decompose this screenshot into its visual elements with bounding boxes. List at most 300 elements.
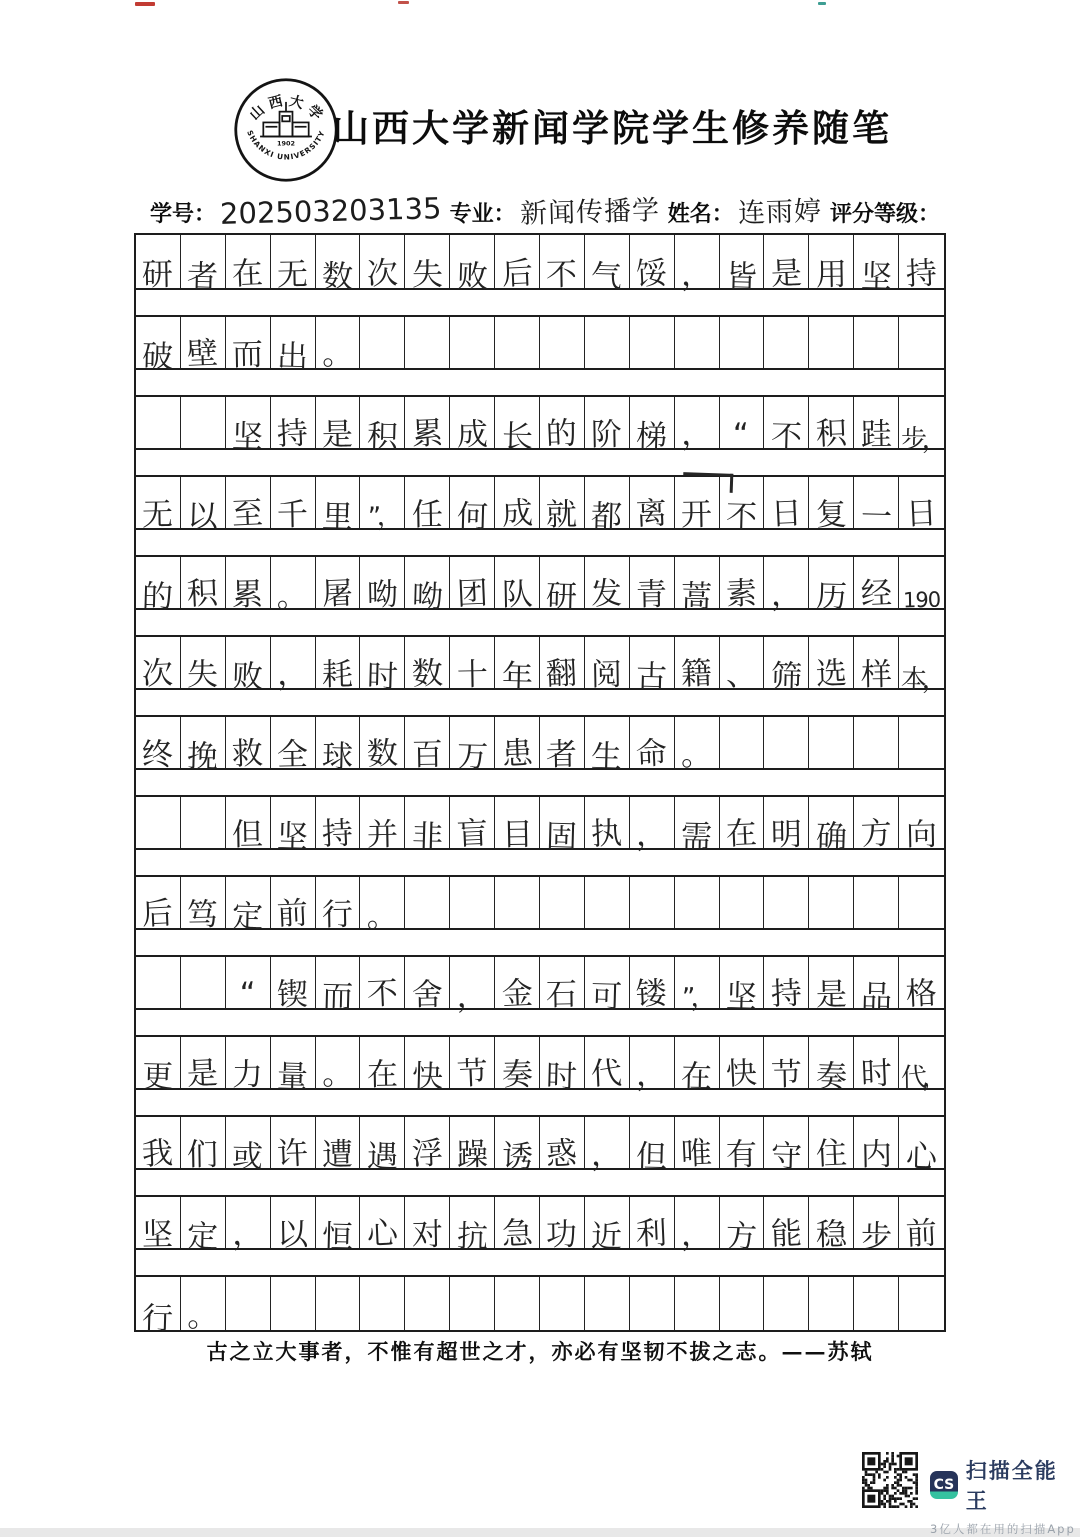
handwritten-char: 方	[725, 1218, 758, 1256]
grid-cell	[495, 797, 540, 854]
grid-cell	[764, 957, 809, 1013]
grid-cell	[630, 1277, 675, 1330]
handwritten-char: 更	[141, 1058, 174, 1096]
seal-bottom-text: SHANXI UNIVERSITY	[245, 128, 327, 162]
handwritten-char: 190	[902, 587, 941, 613]
handwritten-char: 后	[500, 255, 534, 293]
handwritten-char: 内	[860, 1136, 892, 1174]
grid-cell	[630, 557, 675, 614]
grid-cell	[181, 877, 226, 934]
handwritten-char: 无	[276, 256, 309, 294]
grid-cell	[809, 1277, 854, 1330]
handwritten-char: 无	[142, 496, 174, 534]
grid-cell	[764, 397, 809, 456]
grid-cell	[675, 717, 720, 774]
handwritten-char: 用	[815, 256, 848, 294]
grid-cell	[809, 717, 854, 768]
handwritten-char: 籍	[680, 655, 713, 693]
handwritten-char: 何	[456, 498, 489, 536]
grid-cell	[630, 637, 675, 696]
grid-cell	[360, 317, 405, 368]
grid-cell	[720, 317, 765, 368]
handwritten-char: 屠	[321, 575, 354, 613]
grid-cell	[495, 1117, 540, 1176]
handwritten-char: 唯	[680, 1135, 713, 1173]
grid-cell	[585, 477, 630, 536]
handwritten-char: 一	[860, 498, 893, 536]
handwritten-char: ，	[770, 576, 803, 614]
grid-cell	[630, 477, 675, 533]
handwritten-char: 十	[456, 656, 488, 694]
handwritten-char: “	[238, 975, 257, 1013]
handwritten-char: 以	[276, 1216, 309, 1254]
handwritten-char: 馁	[635, 255, 668, 293]
handwritten-char: 筛	[770, 658, 803, 696]
handwritten-char: 心	[905, 1138, 938, 1176]
grid-cell	[495, 235, 540, 293]
grid-cell	[226, 235, 271, 293]
handwritten-char: 数	[410, 655, 444, 693]
grid-cell	[585, 957, 630, 1016]
grid-cell	[630, 797, 675, 854]
grid-cell	[854, 797, 899, 853]
handwritten-char: 复	[815, 496, 848, 534]
handwritten-char: 挽	[186, 738, 219, 776]
grid-cell	[450, 797, 495, 853]
handwritten-char: 守	[770, 1138, 803, 1176]
handwritten-char: 品	[860, 978, 893, 1016]
handwritten-char: 气	[590, 258, 623, 296]
grid-cell	[136, 1117, 181, 1173]
grid-cell	[720, 235, 765, 296]
seal-year: 1902	[276, 139, 296, 148]
handwritten-char: 。	[321, 1055, 354, 1093]
handwritten-char: 遭	[321, 1136, 354, 1174]
handwritten-char: 千	[276, 496, 309, 534]
grid-cell	[899, 477, 944, 533]
grid-cell	[181, 797, 226, 848]
grid-cell	[181, 235, 226, 296]
handwritten-char: 能	[770, 1215, 803, 1253]
handwritten-char: 跬	[860, 416, 892, 454]
grid-cell	[181, 1197, 226, 1256]
grade-label: 评分等级：	[829, 201, 940, 227]
handwritten-char: 固	[545, 818, 578, 856]
grid-cell	[271, 797, 316, 856]
handwritten-char: 在	[366, 1056, 399, 1094]
grid-cell	[899, 235, 944, 293]
grid-cell	[675, 1117, 720, 1173]
grid-cell	[181, 317, 226, 373]
grid-cell	[540, 1197, 585, 1254]
handwritten-char: 近	[590, 1218, 623, 1256]
grid-cell	[450, 477, 495, 536]
grid-row	[136, 875, 944, 936]
handwritten-char: 许	[276, 1135, 309, 1173]
handwritten-char: 皆	[725, 258, 758, 296]
grid-cell	[854, 397, 899, 454]
handwritten-char: 离	[635, 495, 668, 533]
handwritten-char: 经	[859, 575, 893, 613]
grid-cell	[495, 957, 540, 1013]
grid-cell	[540, 397, 585, 453]
handwritten-char: 历	[815, 578, 848, 616]
grid-cell	[136, 877, 181, 933]
grid-cell	[675, 317, 720, 368]
watermark-subtitle: 3亿人都在用的扫描App	[930, 1522, 1076, 1536]
handwritten-char: ，	[635, 1056, 668, 1094]
handwritten-char: 万	[456, 738, 489, 776]
handwritten-char: 遇	[366, 1138, 399, 1176]
grid-cell	[181, 957, 226, 1008]
grid-cell	[316, 1197, 361, 1256]
handwritten-char: 者	[186, 258, 219, 296]
handwritten-char: ，	[680, 1216, 713, 1254]
grid-cell	[181, 1277, 226, 1335]
handwritten-char: 败	[456, 258, 489, 296]
grid-cell	[405, 477, 450, 534]
grid-cell	[585, 1117, 630, 1174]
handwritten-char: 代	[590, 1055, 624, 1093]
handwritten-char: 任	[411, 496, 444, 534]
grid-cell	[495, 477, 540, 533]
grid-cell	[226, 1117, 271, 1176]
handwritten-char: 向	[905, 816, 938, 854]
grid-cell	[405, 397, 450, 453]
grid-cell	[360, 557, 405, 614]
handwritten-char: 持	[770, 975, 803, 1013]
grid-cell	[181, 637, 226, 694]
grid-cell	[226, 797, 271, 854]
scan-artifact	[818, 2, 826, 5]
grid-cell	[540, 477, 585, 534]
grid-cell	[495, 1277, 540, 1330]
grid-cell	[899, 1037, 944, 1094]
grid-cell	[226, 1037, 271, 1094]
handwritten-char: 研	[142, 256, 174, 294]
handwritten-char: 、	[725, 656, 758, 694]
grid-cell	[450, 1277, 495, 1330]
grid-cell	[271, 637, 316, 693]
handwritten-char: 格	[905, 975, 938, 1013]
grid-cell	[316, 797, 361, 853]
handwritten-char: 破	[141, 338, 174, 376]
grid-cell	[585, 877, 630, 928]
grid-cell	[854, 1037, 899, 1093]
grid-cell	[809, 957, 854, 1014]
handwritten-char: 失	[186, 656, 219, 694]
grid-cell	[809, 797, 854, 856]
grid-cell	[360, 637, 405, 696]
handwritten-char: 住	[814, 1135, 848, 1173]
major-value: 新闻传播学	[519, 195, 661, 230]
grid-cell	[809, 557, 854, 616]
handwritten-char: 耗	[321, 656, 354, 694]
grid-row	[136, 635, 944, 696]
grid-cell	[360, 877, 405, 936]
grid-cell	[720, 1117, 765, 1174]
handwritten-char: 对	[411, 1216, 444, 1254]
grid-cell	[360, 477, 405, 533]
handwritten-char: 数	[321, 258, 354, 296]
handwritten-char: 需	[680, 818, 713, 856]
major-label: 专业：	[449, 201, 516, 227]
handwritten-char: 阶	[590, 416, 623, 454]
handwritten-char: 代，	[900, 1062, 943, 1094]
grid-cell	[675, 637, 720, 693]
handwritten-char: 坚	[276, 818, 309, 856]
grid-cell	[271, 235, 316, 294]
grid-cell	[720, 957, 765, 1016]
grid-cell	[899, 1277, 944, 1330]
grid-cell	[136, 637, 181, 693]
grid-cell	[316, 1037, 361, 1093]
grid-cell	[720, 797, 765, 853]
grid-gap-row	[136, 370, 944, 395]
grid-cell	[495, 717, 540, 773]
grid-cell	[585, 717, 630, 776]
grid-cell	[360, 1117, 405, 1176]
grid-cell	[181, 717, 226, 776]
handwritten-char: 前	[276, 895, 309, 933]
handwritten-char: 古	[635, 658, 668, 696]
name-label: 姓名：	[667, 201, 734, 227]
handwritten-char: 持	[321, 815, 354, 853]
grid-cell	[630, 317, 675, 368]
grid-gap-row	[136, 770, 944, 795]
handwritten-char: 奏	[501, 1056, 533, 1094]
grid-cell	[405, 877, 450, 928]
handwritten-char: 生	[590, 738, 623, 776]
handwritten-char: 定	[186, 1218, 219, 1256]
grid-cell	[136, 317, 181, 376]
grid-cell	[405, 1037, 450, 1096]
grid-cell	[764, 1037, 809, 1094]
grid-cell	[809, 235, 854, 294]
handwritten-char: 全	[276, 736, 309, 774]
grid-cell	[405, 797, 450, 856]
grid-cell	[360, 717, 405, 773]
grid-cell	[764, 477, 809, 533]
handwritten-char: 至	[231, 495, 264, 533]
grid-cell	[899, 397, 944, 456]
handwritten-char: 目	[501, 816, 533, 854]
handwritten-char: ，	[456, 978, 489, 1016]
scan-artifact	[398, 1, 409, 4]
grid-cell	[495, 1197, 540, 1253]
student-id-value: 202503203135	[219, 191, 442, 231]
grid-cell	[854, 637, 899, 694]
grid-cell	[181, 397, 226, 448]
grid-cell	[809, 397, 854, 453]
grid-cell	[809, 317, 854, 368]
grid-cell	[764, 1117, 809, 1176]
grid-cell	[764, 1197, 809, 1253]
grid-cell	[540, 557, 585, 616]
grid-cell	[764, 317, 809, 368]
grid-cell	[181, 477, 226, 536]
grid-row	[136, 715, 944, 776]
grid-cell	[720, 1277, 765, 1330]
grid-cell	[809, 1037, 854, 1096]
grid-cell	[136, 235, 181, 294]
handwritten-char: “	[733, 416, 750, 454]
handwritten-char: 发	[590, 575, 624, 613]
grid-cell	[675, 397, 720, 453]
handwritten-char: 失	[411, 256, 444, 294]
handwritten-char: 本，	[900, 664, 943, 696]
handwritten-char: 研	[545, 578, 578, 616]
grid-cell	[899, 877, 944, 928]
handwritten-char: 坚	[725, 978, 758, 1016]
grid-gap-row	[136, 1010, 944, 1035]
grid-cell	[764, 557, 809, 614]
handwritten-char: 前	[905, 1215, 938, 1253]
grid-row	[136, 1275, 944, 1338]
grid-cell	[720, 397, 765, 454]
grid-cell	[585, 557, 630, 613]
handwritten-char: 非	[411, 818, 444, 856]
grid-cell	[405, 235, 450, 294]
handwritten-char: 奏	[815, 1058, 848, 1096]
footer-quote: 古之立大事者，不惟有超世之才，亦必有坚韧不拔之志。——苏轼	[206, 1339, 874, 1364]
handwritten-char: 时	[545, 1058, 578, 1096]
handwritten-char: 持	[905, 255, 938, 293]
grid-cell	[630, 877, 675, 928]
handwritten-char: 但	[231, 816, 264, 854]
grid-cell	[585, 235, 630, 296]
handwritten-char: 里	[321, 498, 354, 536]
grid-cell	[360, 1197, 405, 1253]
handwritten-char: 在	[680, 1058, 713, 1096]
scanner-watermark	[862, 1452, 1080, 1537]
handwritten-char: 蒿	[680, 578, 713, 616]
grid-cell	[809, 637, 854, 693]
grid-row	[136, 1195, 944, 1256]
grid-cell	[764, 1277, 809, 1330]
handwritten-char: 积	[366, 418, 399, 456]
handwritten-char: 而	[321, 978, 354, 1016]
grid-cell	[450, 717, 495, 776]
grid-cell	[136, 1277, 181, 1338]
grid-cell	[585, 1197, 630, 1256]
grid-cell	[495, 877, 540, 928]
grid-cell	[854, 1277, 899, 1330]
grid-cell	[405, 1117, 450, 1173]
handwritten-char: 力	[231, 1056, 264, 1094]
handwritten-char: 年	[501, 658, 534, 696]
handwritten-char: 快	[725, 1055, 758, 1093]
handwritten-char: 而	[231, 336, 264, 374]
handwritten-char: 节	[770, 1056, 803, 1094]
handwritten-char: 青	[635, 576, 668, 614]
grid-cell	[226, 397, 271, 456]
handwritten-char: 坚	[860, 258, 893, 296]
university-seal-logo	[232, 76, 340, 184]
grid-cell	[495, 317, 540, 368]
grid-cell	[675, 235, 720, 294]
handwritten-char: 。	[186, 1297, 220, 1335]
grid-cell	[226, 317, 271, 374]
grid-cell	[226, 1277, 271, 1330]
grid-cell	[181, 557, 226, 613]
grid-cell	[675, 877, 720, 928]
grid-cell	[271, 477, 316, 534]
grid-cell	[899, 797, 944, 854]
handwritten-char: 急	[500, 1215, 534, 1253]
scan-artifact	[135, 2, 155, 6]
grid-cell	[360, 957, 405, 1013]
grid-cell	[226, 717, 271, 773]
grid-cell	[540, 637, 585, 693]
grid-cell	[495, 637, 540, 696]
handwritten-char: 镂	[635, 975, 668, 1013]
handwritten-char: ”，	[681, 982, 712, 1014]
handwritten-char: 百	[411, 736, 444, 774]
grid-row	[136, 1035, 944, 1096]
name-value: 连雨婷	[737, 195, 823, 230]
handwritten-char: 的	[545, 415, 579, 453]
handwritten-char: 持	[276, 415, 309, 453]
grid-cell	[360, 1277, 405, 1330]
handwritten-char: 定	[231, 898, 264, 936]
handwritten-char: 是	[815, 976, 848, 1014]
handwritten-char: 数	[366, 735, 399, 773]
handwritten-char: 患	[500, 735, 534, 773]
handwritten-char: 时	[859, 1055, 893, 1093]
grid-cell	[854, 317, 899, 368]
handwritten-char: 救	[231, 735, 264, 773]
grid-cell	[316, 1117, 361, 1174]
grid-gap-row	[136, 530, 944, 555]
handwritten-char: 在	[725, 815, 758, 853]
handwritten-char: 。	[276, 578, 309, 616]
handwritten-char: 笃	[186, 896, 219, 934]
grid-cell	[899, 717, 944, 768]
grid-cell	[360, 1037, 405, 1094]
handwritten-char: 累	[231, 576, 264, 614]
grid-cell	[405, 557, 450, 616]
grid-cell	[316, 717, 361, 776]
grid-cell	[405, 317, 450, 368]
grid-row	[136, 315, 944, 376]
handwritten-char: 样	[860, 656, 892, 694]
grid-cell	[450, 1197, 495, 1256]
grid-cell	[630, 1117, 675, 1176]
handwritten-char: 翻	[545, 655, 579, 693]
handwritten-char: 。	[321, 335, 354, 373]
handwritten-char: 确	[815, 818, 848, 856]
grid-cell	[136, 717, 181, 774]
grid-cell	[675, 1037, 720, 1096]
watermark-text-block	[930, 1452, 1080, 1537]
grade-group	[830, 197, 940, 228]
handwritten-char: 就	[546, 496, 578, 534]
handwritten-char: 时	[366, 658, 399, 696]
grid-cell	[226, 957, 271, 1013]
handwritten-char: 出	[276, 338, 309, 376]
grid-cell	[809, 877, 854, 928]
grid-cell	[854, 957, 899, 1016]
grid-cell	[585, 1277, 630, 1330]
grid-cell	[136, 957, 181, 1008]
handwritten-char: 锲	[276, 976, 309, 1014]
grid-cell	[405, 717, 450, 774]
handwritten-char: 行	[321, 896, 354, 934]
seal-top-text: 山 西 大 学	[246, 93, 326, 124]
grid-cell	[405, 1277, 450, 1330]
handwritten-char: 节	[455, 1055, 489, 1093]
